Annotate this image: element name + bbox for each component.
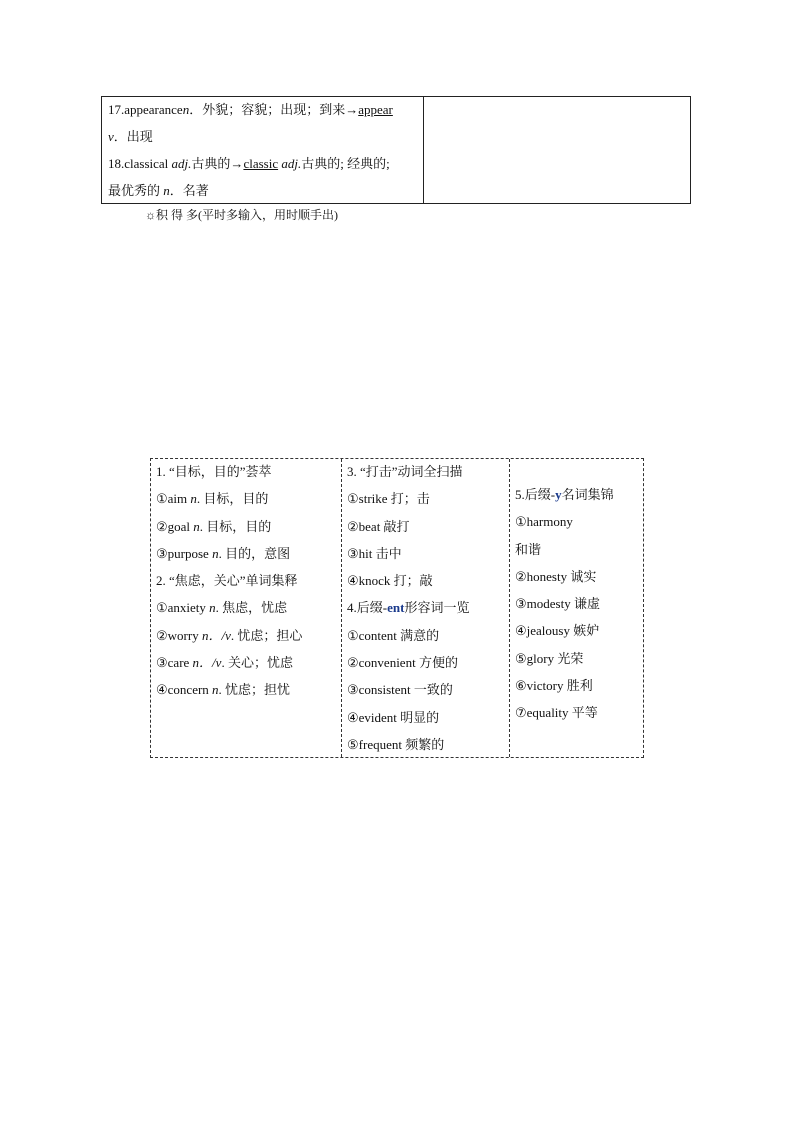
word-groups-box: [150, 458, 644, 758]
section-heading: 5.后缀-y名词集锦: [515, 487, 614, 502]
list-item: ②convenient 方便的: [347, 655, 458, 671]
entry-appear-verb: v．出现: [108, 129, 153, 144]
list-item: ①aim n. 目标，目的: [156, 491, 269, 507]
list-item: ①harmony: [515, 514, 573, 530]
list-item: ⑤glory 光荣: [515, 650, 584, 666]
list-item: ①content 满意的: [347, 627, 440, 643]
list-item: ②beat 敲打: [347, 518, 410, 534]
entry-appearance: 17.appearancen．外貌；容貌；出现；到来→appear: [108, 102, 393, 117]
list-item: ③care n．/v. 关心；忧虑: [156, 655, 293, 671]
list-item: ④concern n. 忧虑；担忧: [156, 682, 291, 698]
list-item: ③hit 击中: [347, 545, 402, 561]
list-item: ②worry n．/v. 忧虑；担心: [156, 627, 303, 643]
study-tip: ☼积 得 多(平时多输入，用时顺手出): [145, 208, 338, 222]
section-heading: 2. “焦虑，关心”单词集释: [156, 573, 298, 589]
entry-classical: 18.classical adj.古典的→classic adj.古典的; 经典的;: [108, 156, 390, 171]
entry-classic-noun: 最优秀的 n．名著: [108, 183, 209, 198]
classic-word: classic: [243, 156, 279, 171]
list-item: ②goal n. 目标，目的: [156, 518, 272, 534]
vocab-cell: [102, 97, 424, 203]
list-item: ⑤frequent 频繁的: [347, 736, 445, 752]
section-heading: 3. “打击”动词全扫描: [347, 464, 463, 479]
list-item: ④knock 打；敲: [347, 573, 433, 589]
list-item: ④evident 明显的: [347, 709, 440, 725]
column-verbs-adjectives: [342, 459, 510, 757]
list-item: ④jealousy 嫉妒: [515, 623, 600, 639]
list-item: ⑦equality 平等: [515, 705, 598, 721]
list-item: ③consistent 一致的: [347, 682, 453, 698]
list-item: ③purpose n. 目的，意图: [156, 545, 291, 561]
empty-cell: [424, 97, 690, 203]
list-item: ①anxiety n. 焦虑，忧虑: [156, 600, 288, 616]
section-heading: 1. “目标，目的”荟萃: [156, 464, 272, 479]
appear-word: appear: [358, 102, 393, 117]
list-item: ①strike 打；击: [347, 491, 430, 507]
section-heading: 4.后缀-ent形容词一览: [347, 600, 470, 616]
list-item: 和谐: [515, 541, 542, 557]
vocab-table: [101, 96, 691, 204]
column-nouns: [510, 459, 643, 757]
list-item: ③modesty 谦虚: [515, 596, 600, 612]
list-item: ⑥victory 胜利: [515, 678, 593, 694]
list-item: ②honesty 诚实: [515, 568, 597, 584]
column-goals-worries: [151, 459, 342, 757]
